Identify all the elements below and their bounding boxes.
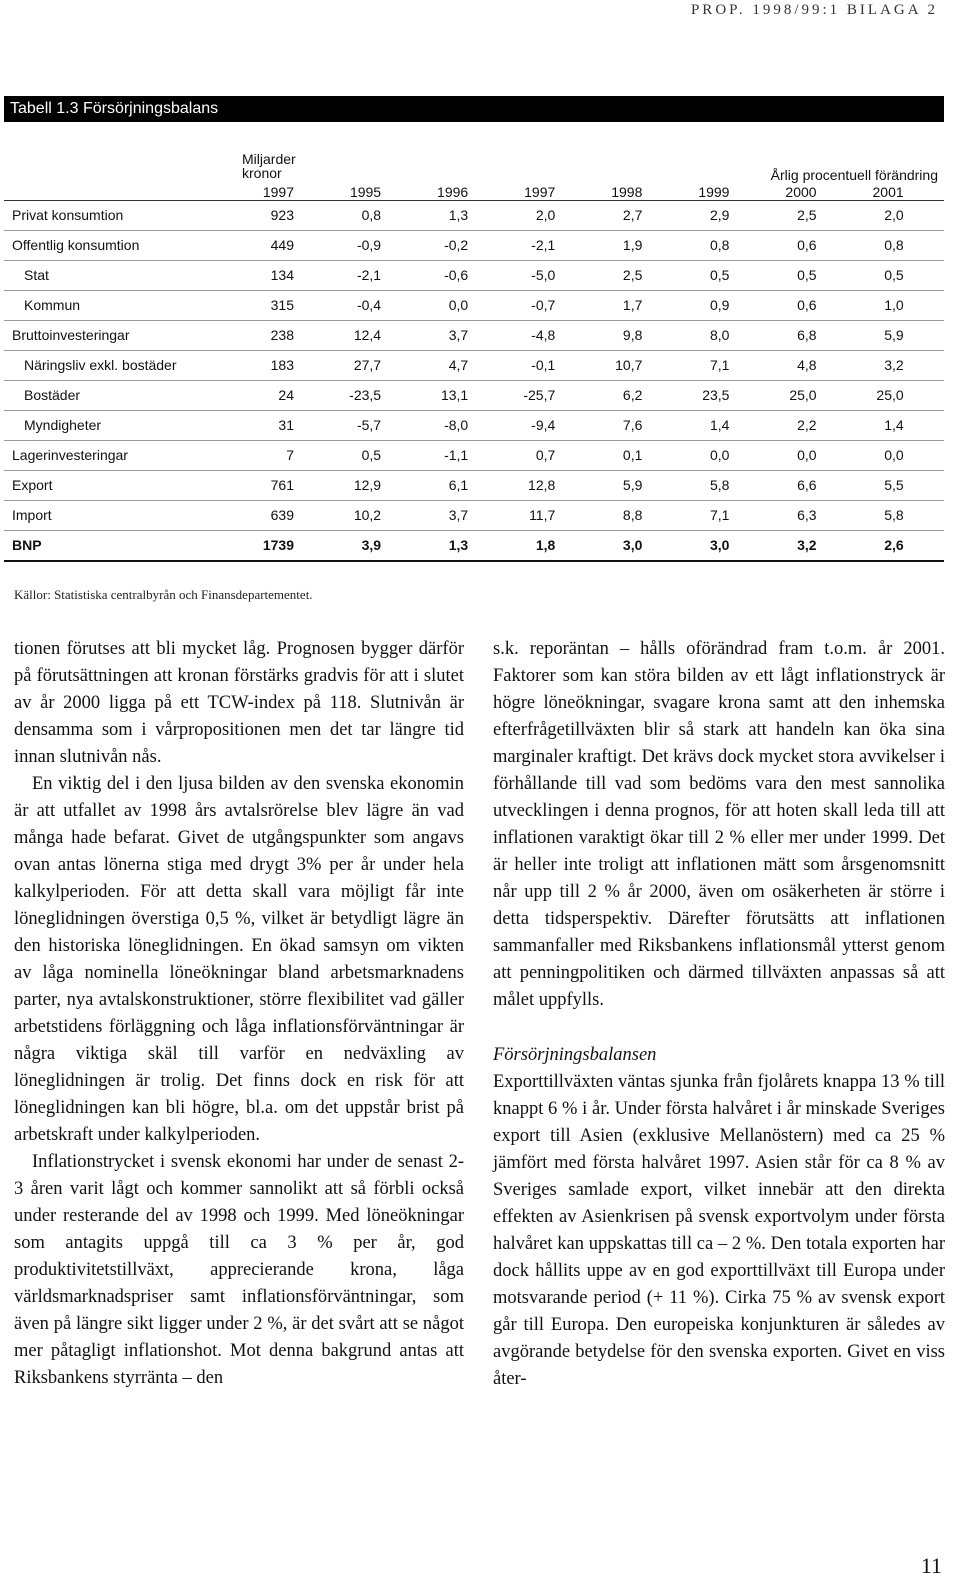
table-cell: 0,5	[361, 447, 382, 463]
table-cell: -4,8	[531, 327, 556, 343]
table-cell: 0,1	[622, 447, 643, 463]
row-label: Import	[12, 507, 52, 523]
table-cell: 2,5	[797, 207, 817, 223]
table-cell: 25,0	[876, 387, 904, 403]
table-cell: -0,2	[444, 237, 469, 253]
table-cell: 238	[270, 327, 294, 343]
table-source: Källor: Statistiska centralbyrån och Finansdepartementet.	[14, 587, 313, 602]
table-cell: 0,7	[535, 447, 556, 463]
table-cell: 449	[270, 237, 294, 253]
table-cell: 7,6	[622, 417, 643, 433]
table-row	[4, 381, 944, 411]
table-cell: -1,1	[444, 447, 469, 463]
table-cell: 4,8	[797, 357, 817, 373]
table-cell: 5,9	[884, 327, 904, 343]
table-row	[4, 471, 944, 501]
table-row	[4, 261, 944, 291]
table-body	[4, 201, 944, 562]
table-cell: 3,7	[448, 507, 469, 523]
table-cell: 1,3	[448, 207, 469, 223]
table-row	[4, 441, 944, 471]
table-cell: 2,2	[797, 417, 817, 433]
table-cell: 134	[270, 267, 294, 283]
table-row	[4, 201, 944, 231]
table-cell: 183	[270, 357, 294, 373]
table-cell: 25,0	[789, 387, 817, 403]
table-cell: 8,8	[622, 507, 643, 523]
table-cell: -23,5	[349, 387, 382, 403]
table-cell: 0,5	[884, 267, 904, 283]
table-cell: 3,2	[797, 537, 817, 553]
year-header: 1997	[262, 184, 294, 200]
table-cell: 5,9	[622, 477, 643, 493]
year-header: 1998	[611, 184, 643, 200]
year-header: 1996	[437, 184, 469, 200]
year-header: 2000	[785, 184, 817, 200]
table-cell: 31	[278, 417, 294, 433]
table-cell: 27,7	[353, 357, 382, 373]
row-label: Stat	[24, 267, 49, 283]
section-subheading: Försörjningsbalansen	[493, 1045, 657, 1065]
table-cell: 9,8	[622, 327, 643, 343]
table-cell: -5,0	[531, 267, 556, 283]
row-label: BNP	[12, 537, 42, 553]
table-cell: 6,3	[797, 507, 817, 523]
supply-balance-table	[4, 146, 944, 562]
table-cell: 13,1	[440, 387, 469, 403]
table-cell: 315	[270, 297, 294, 313]
table-cell: 4,7	[448, 357, 469, 373]
table-cell: 12,9	[353, 477, 382, 493]
table-cell: -0,4	[356, 297, 382, 313]
table-row	[4, 351, 944, 381]
table-cell: 12,8	[528, 477, 556, 493]
year-header: 1995	[349, 184, 382, 200]
row-label: Myndigheter	[24, 417, 102, 433]
row-label: Privat konsumtion	[12, 207, 124, 223]
table-row	[4, 411, 944, 441]
change-header: Årlig procentuell förändring	[770, 167, 938, 183]
table-cell: 1,3	[448, 537, 469, 553]
table-row	[4, 501, 944, 531]
table-cell: 3,2	[884, 357, 904, 373]
page-number: 11	[920, 1553, 942, 1578]
table-cell: 7	[286, 447, 294, 463]
running-header: PROP. 1998/99:1 BILAGA 2	[690, 2, 938, 18]
table-cell: 24	[278, 387, 294, 403]
table-cell: 6,8	[797, 327, 817, 343]
table-cell: 2,5	[622, 267, 643, 283]
table-cell: -0,9	[356, 237, 382, 253]
table-cell: 0,8	[884, 237, 904, 253]
table-cell: 0,9	[710, 297, 730, 313]
table-row	[4, 291, 944, 321]
table-cell: 2,0	[884, 207, 904, 223]
table-cell: 12,4	[353, 327, 382, 343]
table-cell: 2,6	[884, 537, 904, 553]
table-cell: 1,4	[710, 417, 730, 433]
table-cell: 10,7	[615, 357, 643, 373]
table-cell: 1,9	[622, 237, 643, 253]
table-cell: -8,0	[444, 417, 469, 433]
table-cell: -2,1	[531, 237, 556, 253]
year-header: 2001	[872, 184, 904, 200]
year-header: 1999	[698, 184, 730, 200]
right-column	[493, 636, 945, 1393]
table-cell: 1,7	[622, 297, 643, 313]
row-label: Kommun	[24, 297, 81, 313]
table-cell: 3,7	[448, 327, 469, 343]
table-cell: 0,0	[710, 447, 730, 463]
table-cell: 23,5	[702, 387, 730, 403]
year-header-row	[4, 184, 944, 200]
table-row	[4, 531, 944, 562]
table-cell: 7,1	[710, 507, 730, 523]
table-cell: 3,0	[622, 537, 643, 553]
table-cell: 0,0	[797, 447, 817, 463]
year-header: 1997	[524, 184, 556, 200]
table-cell: 2,7	[622, 207, 643, 223]
table-cell: 5,5	[884, 477, 904, 493]
table-cell: -25,7	[523, 387, 556, 403]
table-cell: 5,8	[710, 477, 730, 493]
table-cell: 0,5	[797, 267, 817, 283]
table-cell: 0,5	[710, 267, 730, 283]
table-cell: 6,2	[622, 387, 643, 403]
table-header	[4, 146, 944, 201]
table-cell: 5,8	[884, 507, 904, 523]
table-cell: 11,7	[529, 507, 556, 523]
body-paragraph: Exporttillväxten väntas sjunka från fjolårets knappa 13 % till knappt 6 % i år. Under första halvåret i år minskade Sveriges export till Asien (exklusive Mellanöstern) med ca 25 % jämfört med första halvåret 1997. Asien står för ca 8 % av Sveriges samlade export, vilket innebär att den direkta effekten av Asienkrisen på svensk exportvolym under första halvåret kan uppskattas till ca – 2 %. Den totala exporten har dock hållits uppe av en god exporttillväxt till Europa under motsvarande period (+ 11 %). Cirka 75 % av svensk export går till Europa. Den europeiska konjunkturen är således av avgörande betydelse för den svenska exporten. Givet en viss åter-	[493, 1072, 945, 1389]
year-header-spacer	[4, 184, 234, 200]
table-cell: 0,0	[884, 447, 904, 463]
table-cell: 2,9	[710, 207, 730, 223]
table-cell: 7,1	[710, 357, 730, 373]
table-cell: 0,0	[448, 297, 469, 313]
table-cell: 8,0	[710, 327, 730, 343]
left-column	[14, 636, 464, 1392]
table-cell: -0,7	[531, 297, 556, 313]
body-paragraph: En viktig del i den ljusa bilden av den svenska ekonomin är att utfallet av 1998 års avtalsrörelse blev lägre än vad många hade befarat. Givet de utgångspunkter som angavs ovan antas lönerna stiga med drygt 3% per år under hela kalkylperioden. För att detta skall vara möjligt får inte löneglidningen överstiga 0,5 %, vilket är betydligt lägre än den historiska löneglidningen. En ökad samsyn om vikten av låga nominella löneökningar bland arbetsmarknadens parter, nya avtalskonstruktioner, större flexibilitet vad gäller arbetstidens förläggning och låga inflationsförväntningar är några viktiga skäl till varför en nedväxling av löneglidningen är trolig. Det finns dock en risk för att löneglidningen kan bli högre, bl.a. om det uppstår brist på arbetskraft under kalkylperioden.	[14, 774, 464, 1145]
row-label: Näringsliv exkl. bostäder	[24, 357, 177, 373]
body-paragraph: Inflationstrycket i svensk ekonomi har under de senast 2-3 åren varit lågt och kommer sannolikt att så förbli också under resterande del av 1998 och 1999. Med löneökningar som antagits uppgå till ca 3 % per år, god produktivitetstillväxt, apprecierande krona, låga världsmarknadspriser samt inflationsförväntningar, som även på längre sikt ligger under 2 %, är det svårt att se något mer påtagligt inflationshot. Mot denna bakgrund antas att Riksbankens styrränta – den	[14, 1152, 464, 1388]
row-label: Lagerinvesteringar	[12, 447, 128, 463]
table-cell: 1739	[262, 537, 294, 553]
table-title: Tabell 1.3 Försörjningsbalans	[4, 96, 944, 122]
body-paragraph: tionen förutses att bli mycket låg. Prognosen bygger därför på förutsättningen att kronan förstärks gradvis för att i slutet av år 2000 ligga på ett TCW-index på 118. Slutnivån är densamma som i vårpropositionen men det tar längre tid innan slutnivån nås.	[14, 639, 464, 767]
table-cell: -0,1	[531, 357, 556, 373]
table-cell: 3,9	[361, 537, 382, 553]
row-label: Offentlig konsumtion	[12, 237, 140, 253]
unit-header: Miljarder kronor	[242, 151, 296, 181]
table-cell: 6,6	[797, 477, 817, 493]
table-cell: -2,1	[356, 267, 382, 283]
table-cell: 2,0	[535, 207, 556, 223]
table-cell: -0,6	[444, 267, 469, 283]
table-cell: 0,8	[361, 207, 382, 223]
table-cell: 6,1	[448, 477, 469, 493]
table-cell: 1,8	[535, 537, 556, 553]
table-cell: 0,8	[710, 237, 730, 253]
row-label: Bruttoinvesteringar	[12, 327, 130, 343]
table-cell: 1,0	[884, 297, 904, 313]
table-row	[4, 321, 944, 351]
table-cell: 1,4	[884, 417, 904, 433]
table-cell: -9,4	[531, 417, 556, 433]
table-cell: 923	[270, 207, 294, 223]
table-cell: 10,2	[353, 507, 382, 523]
table-cell: 0,6	[797, 237, 817, 253]
table-cell: 761	[270, 477, 294, 493]
table-cell: -5,7	[356, 417, 382, 433]
table-cell: 3,0	[710, 537, 730, 553]
row-label: Bostäder	[24, 387, 81, 403]
table-cell: 0,6	[797, 297, 817, 313]
table-cell: 639	[270, 507, 294, 523]
body-paragraph: s.k. reporäntan – hålls oförändrad fram t.o.m. år 2001. Faktorer som kan störa bilden av ett lågt inflationstryck är högre löneökningar, svagare krona samt att den inhemska efterfrågetillväxten blir så stark att handeln kan öka sina marginaler kraftigt. Det krävs dock mycket stora avvikelser i förhållande till vad som bedöms vara den mest sannolika utvecklingen i denna prognos, för att hoten skall leda till att inflationen varaktigt ökar till 2 % eller mer under 1999. Det är heller inte troligt att inflationen mätt som årsgenomsnitt når upp till 2 % år 2000, även om osäkerheten är större i detta tidsperspektiv. Därefter förutsätts att inflationen sammanfaller med Riksbankens inflationsmål ytterst genom att penningpolitiken och därmed tillväxten anpassas så att målet uppfylls.	[493, 639, 945, 1010]
table-row	[4, 231, 944, 261]
row-label: Export	[12, 477, 53, 493]
